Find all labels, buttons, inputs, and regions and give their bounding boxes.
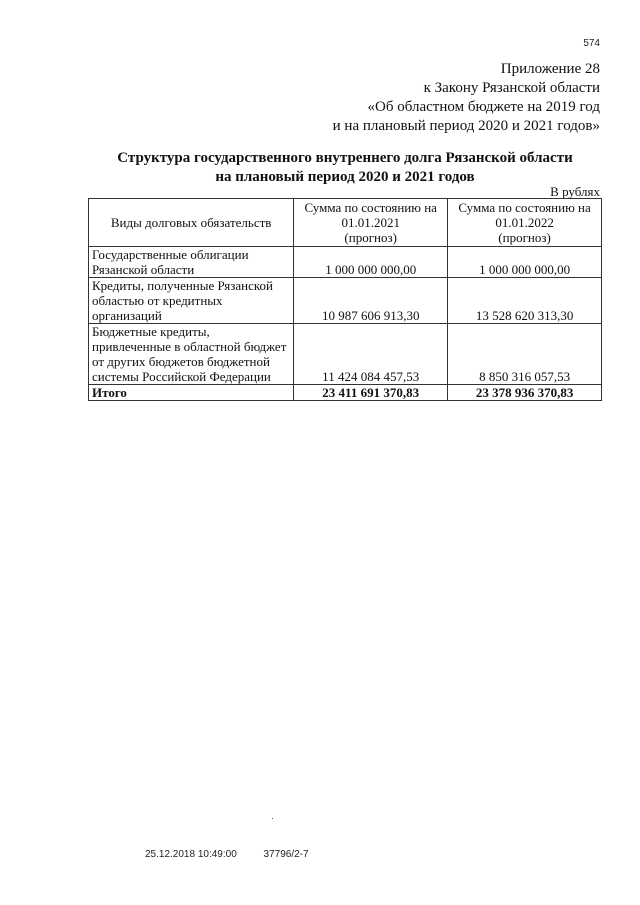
title-line-2: на плановый период 2020 и 2021 годов — [215, 169, 475, 185]
table-row — [89, 278, 602, 324]
footer-document-code: 37796/2-7 — [263, 849, 309, 860]
total-row — [89, 385, 602, 401]
table-row — [89, 247, 602, 278]
title-line-1: Структура государственного внутреннего долга Рязанской области — [117, 150, 573, 166]
debt-type-line: привлеченные в областной бюджет — [92, 339, 287, 354]
debt-type-cell — [89, 278, 294, 324]
table-row — [89, 324, 602, 385]
header-line: 01.01.2021 — [341, 215, 400, 230]
debt-structure-table — [88, 198, 602, 401]
header-amount-2022 — [448, 199, 602, 247]
debt-type-line: Бюджетные кредиты, — [92, 324, 210, 339]
appendix-line: «Об областном бюджете на 2019 год — [367, 99, 600, 115]
header-line: (прогноз) — [344, 230, 397, 245]
amount-2021-cell: 10 987 606 913,30 — [294, 278, 448, 324]
amount-2022-cell: 13 528 620 313,30 — [448, 278, 602, 324]
amount-2022-cell: 8 850 316 057,53 — [448, 324, 602, 385]
appendix-reference — [333, 60, 600, 136]
debt-type-line: системы Российской Федерации — [92, 369, 271, 384]
debt-type-cell — [89, 247, 294, 278]
document-title — [88, 149, 602, 187]
appendix-line: и на плановый период 2020 и 2021 годов» — [332, 118, 600, 134]
debt-type-line: Кредиты, полученные Рязанской — [92, 278, 273, 293]
units-label: В рублях — [550, 184, 600, 199]
debt-type-line: от других бюджетов бюджетной — [92, 354, 270, 369]
appendix-line: Приложение 28 — [500, 61, 600, 77]
footer-timestamp: 25.12.2018 10:49:00 — [145, 849, 237, 860]
amount-2021-cell: 11 424 084 457,53 — [294, 324, 448, 385]
debt-type-cell — [89, 324, 294, 385]
amount-2021-cell: 1 000 000 000,00 — [294, 247, 448, 278]
footer-stamp — [145, 849, 309, 860]
page-number: 574 — [583, 38, 600, 49]
total-label: Итого — [89, 385, 294, 401]
total-amount-2022: 23 378 936 370,83 — [448, 385, 602, 401]
header-line: (прогноз) — [498, 230, 551, 245]
total-amount-2021: 23 411 691 370,83 — [294, 385, 448, 401]
debt-type-line: областью от кредитных — [92, 293, 223, 308]
debt-type-line: организаций — [92, 308, 162, 323]
header-line: Сумма по состоянию на — [458, 200, 591, 215]
amount-2022-cell: 1 000 000 000,00 — [448, 247, 602, 278]
scan-artifact-dot — [272, 818, 273, 819]
debt-type-line: Рязанской области — [92, 262, 195, 277]
debt-type-line: Государственные облигации — [92, 247, 249, 262]
header-amount-2021 — [294, 199, 448, 247]
appendix-line: к Закону Рязанской области — [423, 80, 600, 96]
header-line: Сумма по состоянию на — [304, 200, 437, 215]
header-debt-type: Виды долговых обязательств — [89, 199, 294, 247]
table-header-row — [89, 199, 602, 247]
header-line: 01.01.2022 — [495, 215, 554, 230]
